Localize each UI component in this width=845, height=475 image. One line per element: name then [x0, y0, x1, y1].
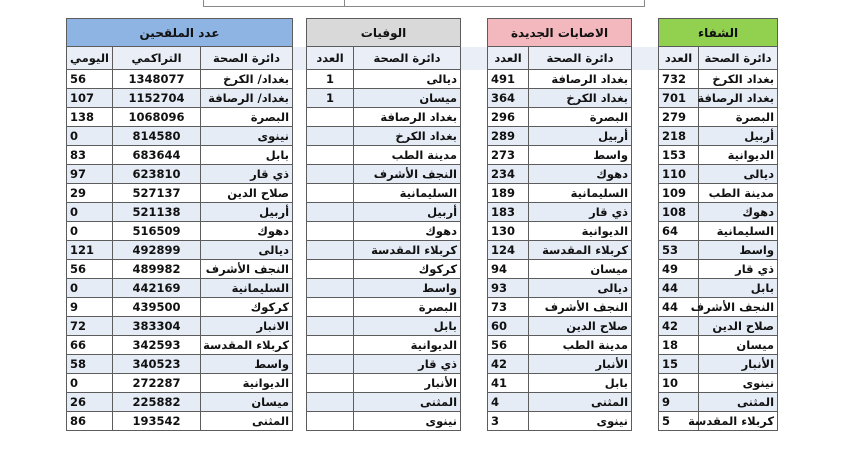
column-gap: [293, 127, 307, 146]
column-gap: [461, 222, 488, 241]
recovered-dept-cell: ديالى: [699, 165, 778, 184]
cases-dept-cell: النجف الأشرف: [529, 298, 632, 317]
subheader-row: [67, 47, 778, 70]
deaths-dept-cell: المثنى: [354, 393, 461, 412]
recovered-count-cell: 64: [659, 222, 699, 241]
recovered-dept-cell: الديوانية: [699, 146, 778, 165]
vaccinated-dept-cell: ميسان: [201, 393, 293, 412]
recovered-dept-cell: ميسان: [699, 336, 778, 355]
deaths-dept-cell: السليمانية: [354, 184, 461, 203]
vaccinated-cumulative-cell: 272287: [113, 374, 201, 393]
column-gap: [461, 89, 488, 108]
vaccinated-cumulative-cell: 225882: [113, 393, 201, 412]
vaccinated-group-header: عدد الملقحين: [67, 19, 293, 47]
recovered-count-cell: 110: [659, 165, 699, 184]
vaccinated-cumulative-cell: 193542: [113, 412, 201, 431]
column-gap: [293, 260, 307, 279]
column-gap: [293, 317, 307, 336]
column-gap: [632, 260, 659, 279]
deaths-dept-cell: كربلاء المقدسة: [354, 241, 461, 260]
vaccinated-daily-cell: 0: [67, 279, 113, 298]
deaths-dept-cell: البصرة: [354, 298, 461, 317]
table-body: [67, 70, 778, 431]
column-gap: [461, 70, 488, 89]
column-gap: [293, 47, 307, 70]
deaths-count-cell: [307, 203, 354, 222]
column-gap: [293, 146, 307, 165]
column-gap: [461, 184, 488, 203]
column-gap: [461, 336, 488, 355]
deaths-dept-cell: ديالى: [354, 70, 461, 89]
column-gap: [632, 165, 659, 184]
column-gap: [461, 260, 488, 279]
column-gap: [461, 298, 488, 317]
column-gap: [632, 222, 659, 241]
vaccinated-dept-cell: الانبار: [201, 317, 293, 336]
column-gap: [632, 184, 659, 203]
deaths-count-cell: [307, 108, 354, 127]
deaths-count-cell: [307, 355, 354, 374]
vaccinated-daily-header: اليومي: [67, 47, 113, 70]
column-gap: [632, 70, 659, 89]
cases-dept-cell: نينوى: [529, 412, 632, 431]
table-row: [67, 298, 778, 317]
column-gap: [293, 241, 307, 260]
vaccinated-cumulative-cell: 527137: [113, 184, 201, 203]
vaccinated-daily-cell: 9: [67, 298, 113, 317]
recovered-count-cell: 44: [659, 298, 699, 317]
table-row: [67, 241, 778, 260]
vaccinated-cumulative-cell: 492899: [113, 241, 201, 260]
column-gap: [293, 336, 307, 355]
vaccinated-daily-cell: 29: [67, 184, 113, 203]
recovered-count-cell: 153: [659, 146, 699, 165]
column-gap: [632, 355, 659, 374]
cases-count-cell: 289: [488, 127, 529, 146]
vaccinated-dept-cell: نينوى: [201, 127, 293, 146]
cases-count-cell: 273: [488, 146, 529, 165]
vaccinated-dept-cell: المثنى: [201, 412, 293, 431]
vaccinated-daily-cell: 66: [67, 336, 113, 355]
column-gap: [461, 279, 488, 298]
vaccinated-dept-cell: واسط: [201, 355, 293, 374]
vaccinated-dept-header: دائرة الصحة: [201, 47, 293, 70]
cases-count-cell: 60: [488, 317, 529, 336]
deaths-count-cell: [307, 222, 354, 241]
deaths-dept-cell: ذي قار: [354, 355, 461, 374]
cases-count-cell: 296: [488, 108, 529, 127]
table-row: [67, 317, 778, 336]
column-gap: [293, 165, 307, 184]
vaccinated-daily-cell: 58: [67, 355, 113, 374]
vaccinated-dept-cell: بغداد/ الكرخ: [201, 70, 293, 89]
recovered-count-cell: 44: [659, 279, 699, 298]
column-gap: [293, 393, 307, 412]
cases-count-header: العدد: [488, 47, 529, 70]
deaths-count-cell: [307, 393, 354, 412]
recovered-dept-cell: أربيل: [699, 127, 778, 146]
vaccinated-daily-cell: 56: [67, 260, 113, 279]
recovered-dept-cell: نينوى: [699, 374, 778, 393]
column-gap: [632, 298, 659, 317]
column-gap: [461, 108, 488, 127]
deaths-count-cell: [307, 241, 354, 260]
column-gap: [461, 317, 488, 336]
recovered-count-cell: 279: [659, 108, 699, 127]
vaccinated-daily-cell: 83: [67, 146, 113, 165]
column-gap: [632, 393, 659, 412]
recovered-dept-cell: بابل: [699, 279, 778, 298]
column-gap: [632, 317, 659, 336]
column-gap: [461, 393, 488, 412]
vaccinated-dept-cell: البصرة: [201, 108, 293, 127]
recovered-dept-cell: الأنبار: [699, 355, 778, 374]
deaths-dept-cell: كركوك: [354, 260, 461, 279]
new-cases-group-header: الاصابات الجديدة: [488, 19, 632, 47]
vaccinated-dept-cell: النجف الأشرف: [201, 260, 293, 279]
column-gap: [293, 222, 307, 241]
deaths-dept-cell: الأنبار: [354, 374, 461, 393]
column-gap: [632, 241, 659, 260]
deaths-dept-cell: بغداد الرصافة: [354, 108, 461, 127]
column-gap: [461, 203, 488, 222]
cases-count-cell: 93: [488, 279, 529, 298]
vaccinated-daily-cell: 121: [67, 241, 113, 260]
column-gap: [461, 19, 488, 47]
vaccinated-dept-cell: بابل: [201, 146, 293, 165]
cases-count-cell: 124: [488, 241, 529, 260]
cases-count-cell: 189: [488, 184, 529, 203]
cases-dept-cell: بابل: [529, 374, 632, 393]
recovered-count-cell: 15: [659, 355, 699, 374]
cases-count-cell: 4: [488, 393, 529, 412]
vaccinated-daily-cell: 0: [67, 374, 113, 393]
vaccinated-cumulative-cell: 383304: [113, 317, 201, 336]
cases-dept-cell: صلاح الدين: [529, 317, 632, 336]
recovered-dept-cell: واسط: [699, 241, 778, 260]
vaccinated-dept-cell: ذي قار: [201, 165, 293, 184]
table-row: [67, 108, 778, 127]
cases-dept-cell: ميسان: [529, 260, 632, 279]
recovered-dept-cell: بغداد الكرخ: [699, 70, 778, 89]
table-row: [67, 336, 778, 355]
top-frame: [203, 0, 645, 7]
cases-dept-cell: البصرة: [529, 108, 632, 127]
deaths-dept-cell: مدينة الطب: [354, 146, 461, 165]
vaccinated-cumulative-cell: 1068096: [113, 108, 201, 127]
recovered-count-cell: 5: [659, 412, 699, 431]
covid-stats-table: [66, 18, 778, 431]
vaccinated-daily-cell: 0: [67, 203, 113, 222]
recovered-count-cell: 108: [659, 203, 699, 222]
vaccinated-daily-cell: 107: [67, 89, 113, 108]
vaccinated-dept-cell: السليمانية: [201, 279, 293, 298]
vaccinated-cumulative-cell: 1348077: [113, 70, 201, 89]
vaccinated-cumulative-cell: 683644: [113, 146, 201, 165]
column-gap: [293, 184, 307, 203]
recovered-count-cell: 49: [659, 260, 699, 279]
deaths-count-cell: [307, 317, 354, 336]
column-gap: [293, 279, 307, 298]
column-gap: [632, 127, 659, 146]
cases-count-cell: 56: [488, 336, 529, 355]
column-gap: [293, 70, 307, 89]
cases-dept-cell: واسط: [529, 146, 632, 165]
deaths-count-cell: [307, 336, 354, 355]
vaccinated-dept-cell: أربيل: [201, 203, 293, 222]
column-gap: [293, 203, 307, 222]
deaths-dept-cell: نينوى: [354, 412, 461, 431]
table-row: [67, 184, 778, 203]
vaccinated-daily-cell: 86: [67, 412, 113, 431]
vaccinated-daily-cell: 0: [67, 127, 113, 146]
cases-dept-cell: ديالى: [529, 279, 632, 298]
column-gap: [632, 279, 659, 298]
deaths-count-cell: [307, 260, 354, 279]
recovered-count-cell: 53: [659, 241, 699, 260]
recovered-dept-cell: ذي قار: [699, 260, 778, 279]
top-frame-divider: [344, 0, 345, 6]
cases-dept-cell: المثنى: [529, 393, 632, 412]
table-row: [67, 355, 778, 374]
vaccinated-cumulative-cell: 489982: [113, 260, 201, 279]
recovered-group-header: الشفاء: [659, 19, 778, 47]
cases-dept-cell: الأنبار: [529, 355, 632, 374]
column-gap: [461, 412, 488, 431]
vaccinated-cumulative-header: التراكمي: [113, 47, 201, 70]
cases-dept-cell: أربيل: [529, 127, 632, 146]
cases-count-cell: 364: [488, 89, 529, 108]
vaccinated-dept-cell: كربلاء المقدسة: [201, 336, 293, 355]
cases-dept-cell: دهوك: [529, 165, 632, 184]
recovered-count-cell: 9: [659, 393, 699, 412]
table-row: [67, 89, 778, 108]
cases-count-cell: 183: [488, 203, 529, 222]
column-gap: [293, 19, 307, 47]
deaths-dept-cell: النجف الأشرف: [354, 165, 461, 184]
deaths-count-cell: 1: [307, 70, 354, 89]
deaths-dept-cell: بابل: [354, 317, 461, 336]
column-gap: [293, 374, 307, 393]
cases-dept-header: دائرة الصحة: [529, 47, 632, 70]
recovered-dept-cell: كربلاء المقدسة: [699, 412, 778, 431]
table-row: [67, 146, 778, 165]
column-gap: [632, 203, 659, 222]
cases-dept-cell: بغداد الرصافة: [529, 70, 632, 89]
table-row: [67, 70, 778, 89]
deaths-dept-cell: ميسان: [354, 89, 461, 108]
cases-count-cell: 491: [488, 70, 529, 89]
vaccinated-cumulative-cell: 516509: [113, 222, 201, 241]
vaccinated-cumulative-cell: 521138: [113, 203, 201, 222]
cases-dept-cell: بغداد الكرخ: [529, 89, 632, 108]
deaths-dept-cell: أربيل: [354, 203, 461, 222]
deaths-count-cell: [307, 146, 354, 165]
table-row: [67, 165, 778, 184]
vaccinated-dept-cell: صلاح الدين: [201, 184, 293, 203]
table-row: [67, 412, 778, 431]
vaccinated-dept-cell: دهوك: [201, 222, 293, 241]
column-gap: [632, 89, 659, 108]
vaccinated-cumulative-cell: 1152704: [113, 89, 201, 108]
vaccinated-daily-cell: 72: [67, 317, 113, 336]
table-row: [67, 260, 778, 279]
vaccinated-dept-cell: كركوك: [201, 298, 293, 317]
column-gap: [293, 355, 307, 374]
table-row: [67, 374, 778, 393]
vaccinated-cumulative-cell: 623810: [113, 165, 201, 184]
column-gap: [461, 127, 488, 146]
recovered-dept-cell: المثنى: [699, 393, 778, 412]
column-gap: [293, 298, 307, 317]
cases-count-cell: 234: [488, 165, 529, 184]
column-gap: [632, 336, 659, 355]
column-gap: [632, 108, 659, 127]
recovered-dept-cell: مدينة الطب: [699, 184, 778, 203]
recovered-count-cell: 18: [659, 336, 699, 355]
table-row: [67, 127, 778, 146]
recovered-dept-cell: النجف الأشرف: [699, 298, 778, 317]
deaths-count-cell: [307, 165, 354, 184]
recovered-count-cell: 10: [659, 374, 699, 393]
deaths-dept-header: دائرة الصحة: [354, 47, 461, 70]
recovered-count-cell: 701: [659, 89, 699, 108]
cases-count-cell: 42: [488, 355, 529, 374]
column-gap: [461, 47, 488, 70]
vaccinated-dept-cell: الديوانية: [201, 374, 293, 393]
cases-count-cell: 3: [488, 412, 529, 431]
recovered-dept-cell: السليمانية: [699, 222, 778, 241]
column-gap: [632, 412, 659, 431]
recovered-count-header: العدد: [659, 47, 699, 70]
vaccinated-cumulative-cell: 439500: [113, 298, 201, 317]
deaths-count-cell: [307, 127, 354, 146]
deaths-count-cell: [307, 279, 354, 298]
cases-dept-cell: كربلاء المقدسة: [529, 241, 632, 260]
vaccinated-daily-cell: 138: [67, 108, 113, 127]
vaccinated-cumulative-cell: 342593: [113, 336, 201, 355]
column-gap: [293, 89, 307, 108]
recovered-dept-cell: بغداد الرصافة: [699, 89, 778, 108]
recovered-dept-cell: صلاح الدين: [699, 317, 778, 336]
recovered-dept-cell: البصرة: [699, 108, 778, 127]
deaths-group-header: الوفيات: [307, 19, 461, 47]
recovered-count-cell: 109: [659, 184, 699, 203]
deaths-count-cell: [307, 412, 354, 431]
cases-count-cell: 94: [488, 260, 529, 279]
vaccinated-daily-cell: 26: [67, 393, 113, 412]
recovered-dept-cell: دهوك: [699, 203, 778, 222]
deaths-count-cell: [307, 184, 354, 203]
vaccinated-daily-cell: 0: [67, 222, 113, 241]
vaccinated-daily-cell: 97: [67, 165, 113, 184]
vaccinated-dept-cell: بغداد/ الرصافة: [201, 89, 293, 108]
deaths-count-header: العدد: [307, 47, 354, 70]
deaths-dept-cell: بغداد الكرخ: [354, 127, 461, 146]
cases-dept-cell: الديوانية: [529, 222, 632, 241]
vaccinated-daily-cell: 56: [67, 70, 113, 89]
column-gap: [461, 241, 488, 260]
cases-dept-cell: مدينة الطب: [529, 336, 632, 355]
cases-count-cell: 130: [488, 222, 529, 241]
column-gap: [293, 108, 307, 127]
table-row: [67, 393, 778, 412]
cases-dept-cell: ذي قار: [529, 203, 632, 222]
deaths-dept-cell: واسط: [354, 279, 461, 298]
column-gap: [632, 19, 659, 47]
cases-count-cell: 41: [488, 374, 529, 393]
vaccinated-dept-cell: ديالى: [201, 241, 293, 260]
vaccinated-cumulative-cell: 442169: [113, 279, 201, 298]
column-gap: [461, 146, 488, 165]
recovered-count-cell: 42: [659, 317, 699, 336]
vaccinated-cumulative-cell: 340523: [113, 355, 201, 374]
deaths-count-cell: [307, 298, 354, 317]
recovered-dept-header: دائرة الصحة: [699, 47, 778, 70]
cases-dept-cell: السليمانية: [529, 184, 632, 203]
recovered-count-cell: 732: [659, 70, 699, 89]
deaths-dept-cell: دهوك: [354, 222, 461, 241]
cases-count-cell: 73: [488, 298, 529, 317]
table-row: [67, 279, 778, 298]
column-gap: [293, 412, 307, 431]
column-gap: [632, 146, 659, 165]
column-gap: [632, 374, 659, 393]
column-gap: [632, 47, 659, 70]
column-gap: [461, 165, 488, 184]
deaths-dept-cell: الديوانية: [354, 336, 461, 355]
vaccinated-cumulative-cell: 814580: [113, 127, 201, 146]
deaths-count-cell: [307, 374, 354, 393]
group-header-row: [67, 19, 778, 47]
recovered-count-cell: 218: [659, 127, 699, 146]
table-row: [67, 222, 778, 241]
column-gap: [461, 355, 488, 374]
table-row: [67, 203, 778, 222]
deaths-count-cell: 1: [307, 89, 354, 108]
column-gap: [461, 374, 488, 393]
